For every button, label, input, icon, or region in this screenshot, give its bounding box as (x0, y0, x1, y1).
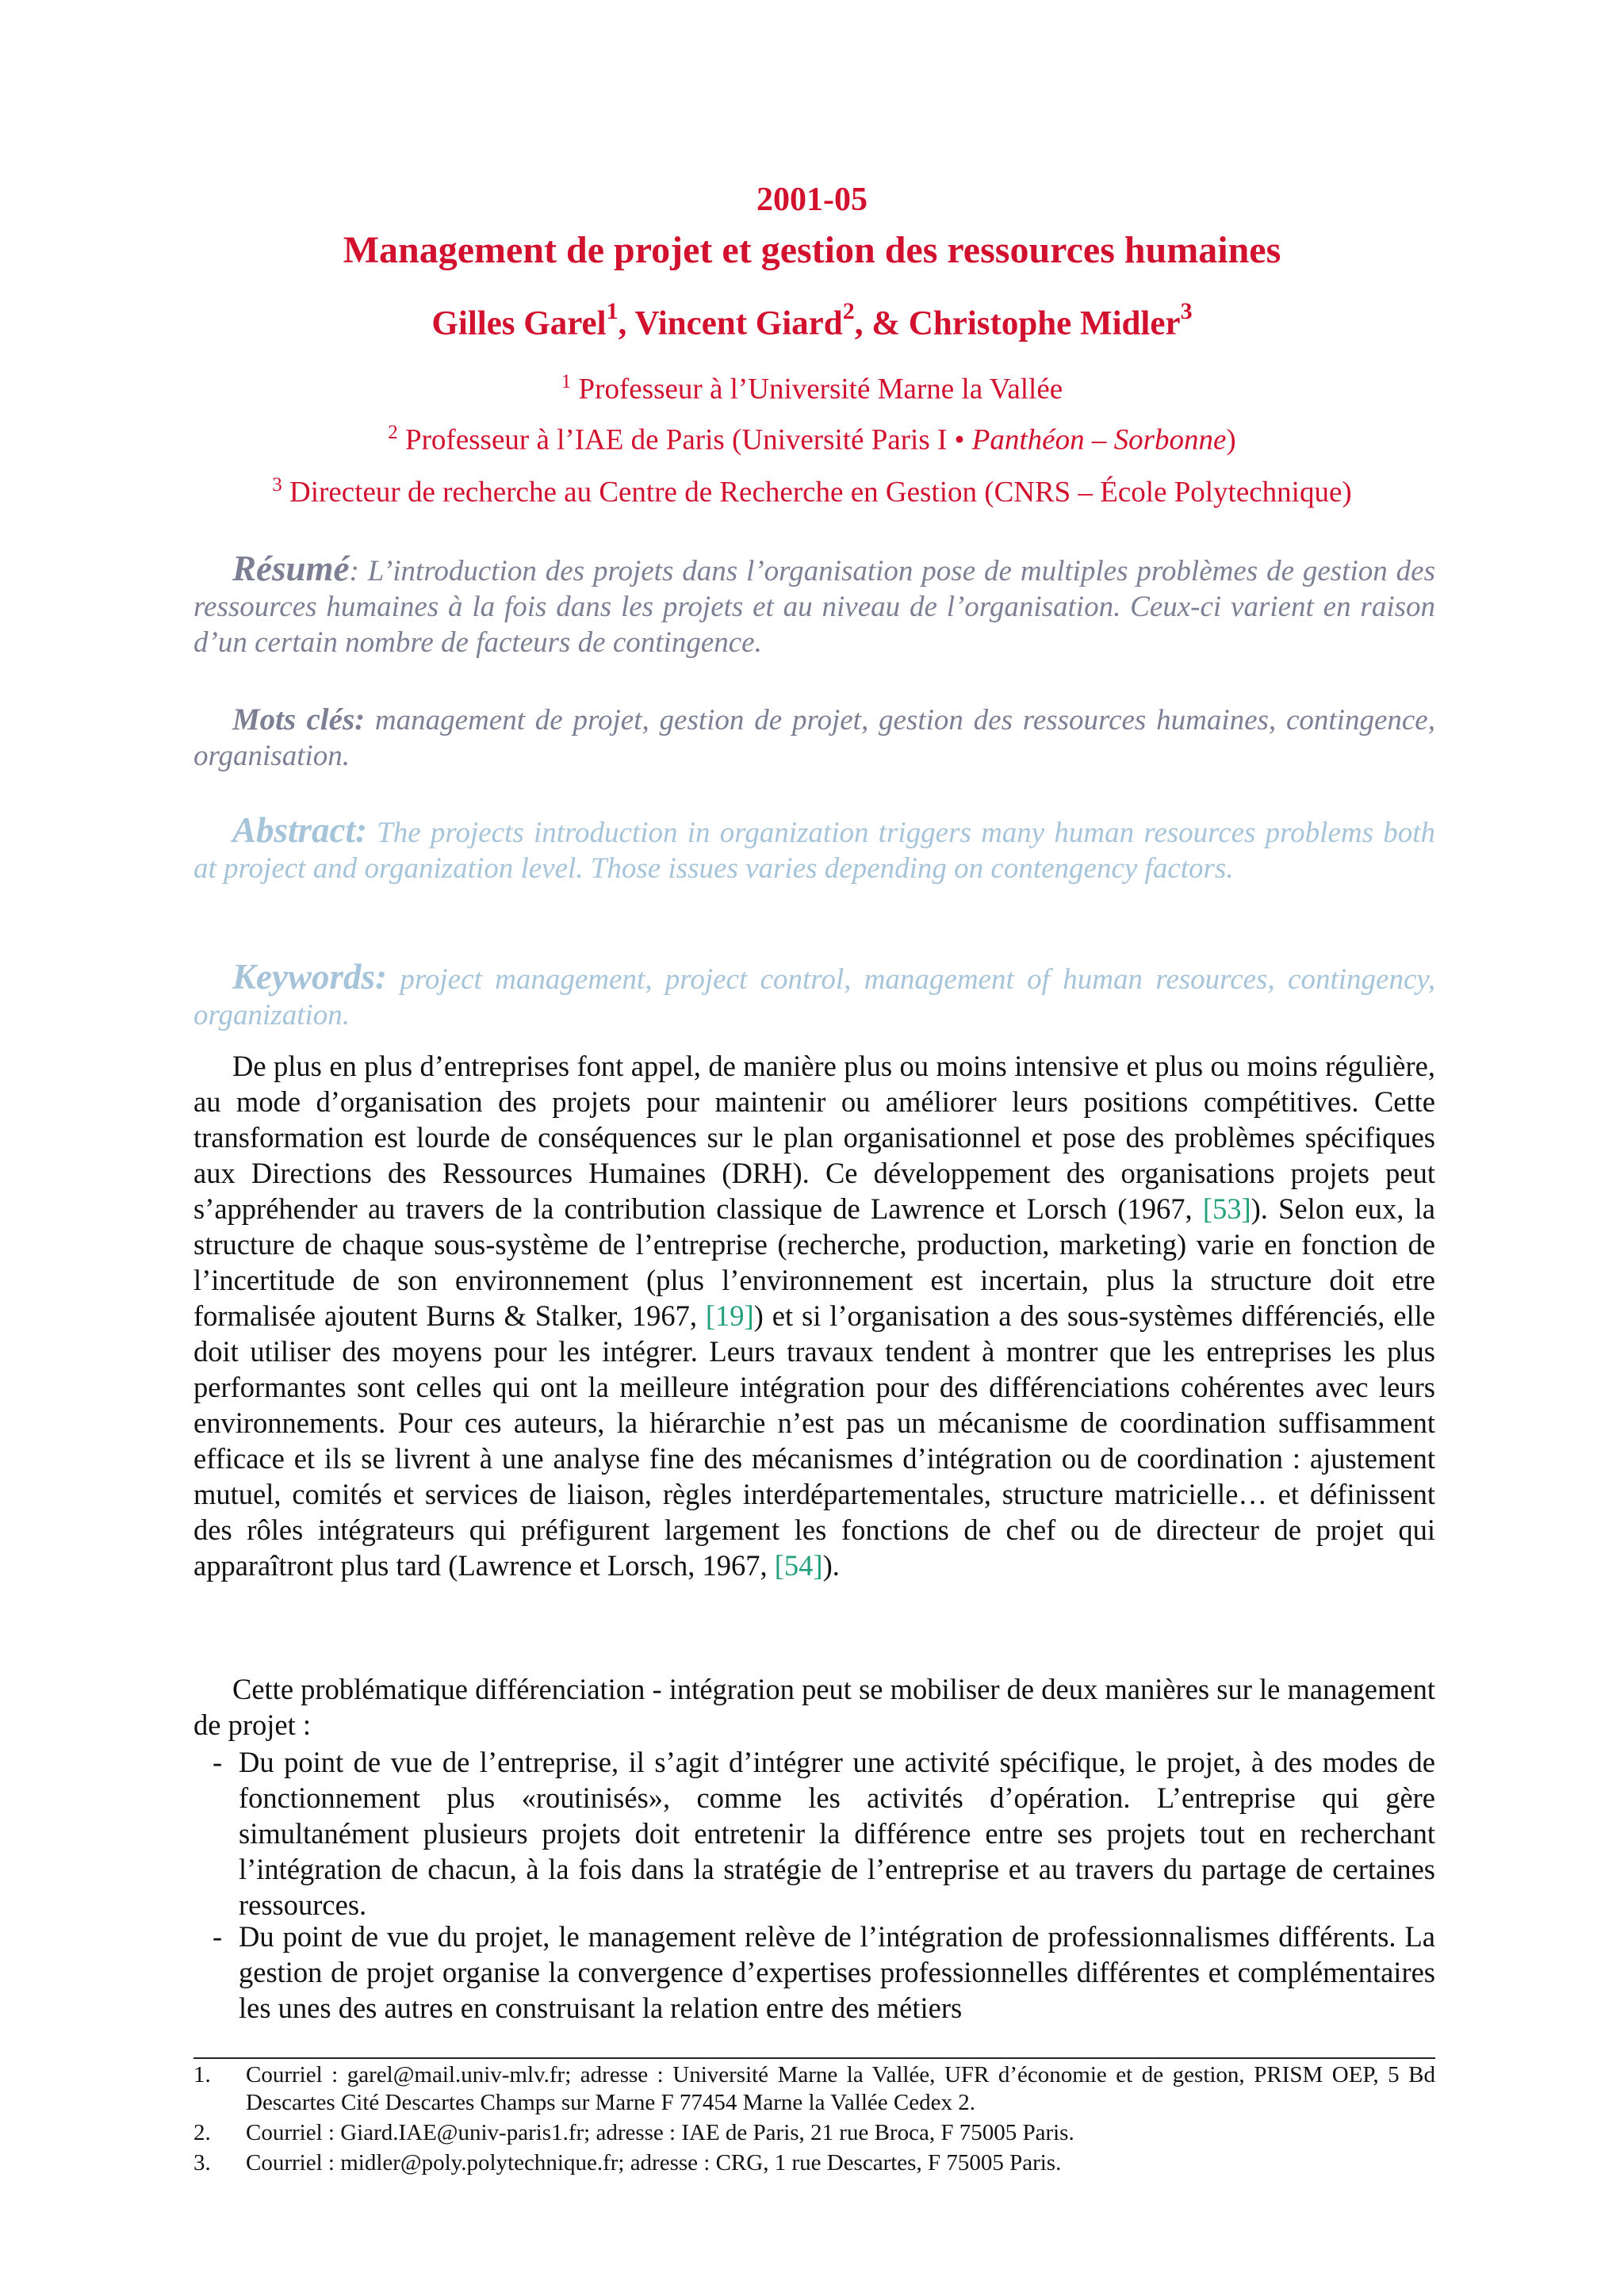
list-item (213, 1744, 1435, 1923)
author-separator: , (618, 304, 635, 342)
footnote-text: Courriel : garel@mail.univ-mlv.fr; adresse : Université Marne la Vallée, UFR d’économie et de gestion, PRISM OEP, 5 Bd Descartes Cité Descartes Champs sur Marne F 77454 Marne la Vallée Cedex 2. (246, 2062, 1435, 2115)
footnote-text: Courriel : Giard.IAE@univ-paris1.fr; adresse : IAE de Paris, 21 rue Broca, F 75005 Paris. (246, 2120, 1074, 2145)
footnote-divider (193, 2057, 1435, 2059)
affiliation-number: 3 (272, 474, 282, 496)
affiliation-number: 1 (561, 371, 572, 392)
author-name: Vincent Giard (634, 304, 843, 342)
keywords-block (193, 959, 1435, 1033)
body-paragraph: Cette problématique différenciation - intégration peut se mobiliser de deux manières sur le management de projet : (193, 1673, 1435, 1741)
author-affiliation-marker: 1 (606, 298, 619, 324)
abstract-block (193, 810, 1435, 886)
citation-link[interactable]: [53] (1202, 1192, 1251, 1225)
citation-link[interactable]: [54] (774, 1549, 823, 1582)
mots-cles-label: Mots clés: (232, 702, 366, 737)
author-list (0, 298, 1624, 342)
footnote-number: 3. (193, 2150, 211, 2175)
affiliation (0, 474, 1624, 509)
list-item-text: Du point de vue de l’entreprise, il s’agit d’intégrer une activité spécifique, le projet, à des modes de fonctionnement plus «routinisés», comme les activités d’opération. L’entreprise qui gère simultanément plusieurs projets doit entretenir la différence entre ses projets tout en recherchant l’intégration de chacun, à la fois dans la stratégie de l’entreprise et au travers du partage de certaines ressources. (239, 1746, 1435, 1921)
resume-label: Résumé (232, 549, 350, 588)
body-paragraph (193, 1048, 1435, 1583)
resume-separator: : (349, 555, 368, 587)
paragraph-text: ). (822, 1549, 840, 1582)
paragraph-text: De plus en plus d’entreprises font appel, de manière plus ou moins intensive et plus ou moins régulière, au mode d’organisation des projets pour maintenir ou améliorer leurs positions compétitives. Cette transformation est lourde de conséquences sur le plan organisationnel et pose des problèmes spécifiques aux Directions des Ressources Humaines (DRH). Ce développement des organisations projets peut s’appréhender au travers de la contribution classique de Lawrence et Lorsch (1967, (193, 1050, 1435, 1225)
affiliation-text: Professeur à l’IAE de Paris (Université Paris I • (405, 423, 972, 457)
affiliation-text: Professeur à l’Université Marne la Vallée (578, 373, 1063, 406)
citation-link[interactable]: [19] (705, 1299, 754, 1332)
list-bullet: - (213, 1746, 223, 1778)
affiliation (0, 422, 1624, 457)
affiliation (0, 371, 1624, 406)
footnote (193, 2061, 1435, 2117)
affiliation-text-end: ) (1226, 423, 1236, 457)
footnote-number: 2. (193, 2120, 211, 2145)
list-item-text: Du point de vue du projet, le management relève de l’intégration de professionnalismes différents. La gestion de projet organise la convergence d’expertises professionnelles différentes et complémentaires les unes des autres en construisant la relation entre des métiers (239, 1920, 1435, 2024)
affiliation-italic-text: Panthéon – Sorbonne (971, 423, 1227, 457)
footnote (193, 2149, 1435, 2177)
keywords-label: Keywords: (232, 957, 387, 997)
footnote-number: 1. (193, 2062, 211, 2087)
author-affiliation-marker: 3 (1180, 298, 1193, 324)
paragraph-text: ). Selon eux, la structure de chaque sous-système de l’entreprise (recherche, production, marketing) varie en fonction de l’incertitude de son environnement (plus l’environnement est incertain, plus la structure doit etre formalisée ajoutent Burns & Stalker, 1967, (193, 1192, 1435, 1332)
footnote (193, 2119, 1435, 2147)
author-name: Christophe Midler (908, 304, 1181, 342)
abstract-text: The projects introduction in organization triggers many human resources problems both at project and organization level. Those issues varies depending on contengency factors. (193, 817, 1435, 885)
author-name: Gilles Garel (431, 304, 607, 342)
abstract-label: Abstract: (232, 810, 368, 850)
resume-text: L’introduction des projets dans l’organisation pose de multiples problèmes de gestion des ressources humaines à la fois dans les projets et au niveau de l’organisation. Ceux-ci varient en raison d’un certain nombre de facteurs de contingence. (193, 555, 1435, 659)
mots-cles-text: management de projet, gestion de projet, gestion des ressources humaines, contingence, organisation. (193, 704, 1435, 772)
resume-block (193, 551, 1435, 660)
author-separator: , & (854, 304, 909, 342)
footnote-text: Courriel : midler@poly.polytechnique.fr; adresse : CRG, 1 rue Descartes, F 75005 Paris. (246, 2150, 1062, 2175)
author-affiliation-marker: 2 (842, 298, 855, 324)
paragraph-text: ) et si l’organisation a des sous-systèmes différenciés, elle doit utiliser des moyens pour les intégrer. Leurs travaux tendent à montrer que les entreprises les plus performantes sont celles qui ont la meilleure intégration pour des différenciations cohérentes avec leurs environnements. Pour ces auteurs, la hiérarchie n’est pas un mécanisme de coordination suffisamment efficace et ils se livrent à une analyse fine des mécanismes d’intégration ou de coordination : ajustement mutuel, comités et services de liaison, règles interdépartementales, structure matricielle… et définissent des rôles intégrateurs qui préfigurent largement les fonctions de chef ou de directeur de projet qui apparaîtront plus tard (Lawrence et Lorsch, 1967, (193, 1299, 1435, 1582)
list-bullet: - (213, 1920, 223, 1953)
list-item (213, 1919, 1435, 2026)
keywords-text: project management, project control, management of human resources, contingency, organization. (193, 963, 1435, 1031)
paper-title: Management de projet et gestion des ressources humaines (343, 229, 1281, 271)
series-number: 2001-05 (756, 182, 868, 218)
affiliation-text: Directeur de recherche au Centre de Recherche en Gestion (CNRS – École Polytechnique) (289, 476, 1352, 509)
mots-cles-block (193, 702, 1435, 774)
affiliation-number: 2 (388, 422, 398, 443)
